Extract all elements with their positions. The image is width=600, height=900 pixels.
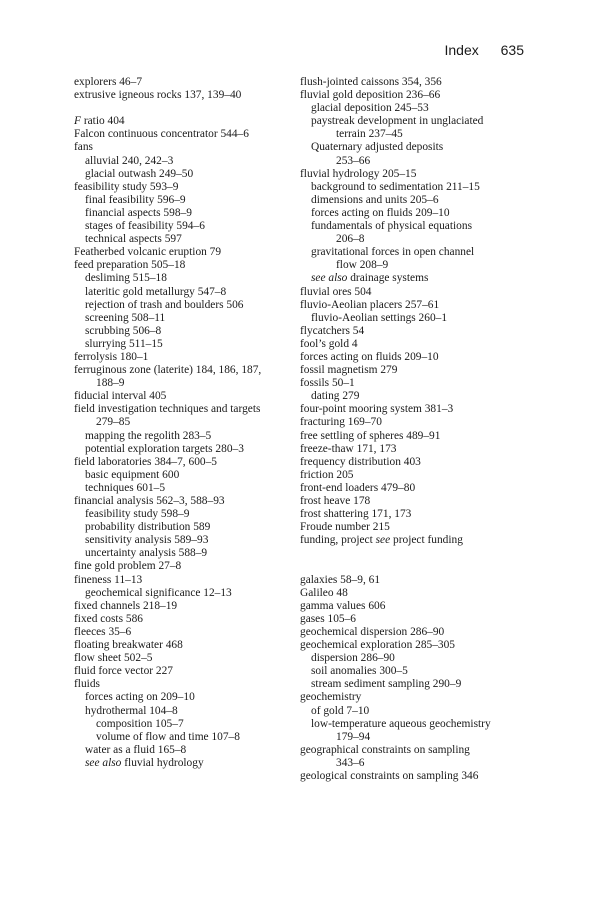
index-entry: freeze-thaw 171, 173	[300, 442, 397, 455]
index-subentry: Quaternary adjusted deposits	[311, 141, 444, 154]
index-subentry: 343–6	[336, 756, 365, 769]
index-entry: Galileo 48	[300, 586, 348, 599]
index-entry: fossil magnetism 279	[300, 364, 398, 377]
index-entry: ferruginous zone (laterite) 184, 186, 187,	[74, 364, 262, 377]
index-subentry: dating 279	[311, 390, 360, 403]
index-subentry: stream sediment sampling 290–9	[311, 678, 462, 691]
index-subentry: forces acting on 209–10	[85, 691, 195, 704]
index-entry: four-point mooring system 381–3	[300, 403, 454, 416]
index-entry: geochemistry	[300, 691, 362, 704]
entry-gap	[300, 560, 532, 573]
index-entry: field laboratories 384–7, 600–5	[74, 455, 217, 468]
index-subentry: background to sedimentation 211–15	[311, 180, 480, 193]
index-subentry: glacial outwash 249–50	[85, 167, 194, 180]
header-section-title: Index	[444, 42, 479, 58]
index-subentry: soil anomalies 300–5	[311, 665, 408, 678]
index-subentry: financial aspects 598–9	[85, 206, 192, 219]
running-header	[445, 42, 525, 58]
index-entry: front-end loaders 479–80	[300, 481, 416, 494]
index-entry: flow sheet 502–5	[74, 652, 153, 665]
index-entry: extrusive igneous rocks 137, 139–40	[74, 89, 242, 102]
index-subentry: terrain 237–45	[336, 128, 403, 141]
index-entry: feasibility study 593–9	[74, 180, 179, 193]
index-subentry: sensitivity analysis 589–93	[85, 534, 209, 547]
index-subentry: technical aspects 597	[85, 233, 182, 246]
index-subentry: paystreak development in unglaciated	[311, 115, 484, 128]
index-subentry: composition 105–7	[96, 717, 184, 730]
index-entry: Falcon continuous concentrator 544–6	[74, 128, 249, 141]
entry-gap	[74, 102, 304, 115]
index-subentry: dispersion 286–90	[311, 652, 395, 665]
index-subentry: screening 508–11	[85, 311, 166, 324]
index-subentry: final feasibility 596–9	[85, 193, 186, 206]
index-entry: geochemical dispersion 286–90	[300, 625, 445, 638]
index-subentry: rejection of trash and boulders 506	[85, 298, 244, 311]
index-entry: gamma values 606	[300, 599, 386, 612]
index-entry: galaxies 58–9, 61	[300, 573, 381, 586]
index-entry: Featherbed volcanic eruption 79	[74, 246, 222, 259]
index-subentry: of gold 7–10	[311, 704, 370, 717]
index-entry: financial analysis 562–3, 588–93	[74, 495, 225, 507]
index-entry: fluvio-Aeolian placers 257–61	[300, 298, 440, 311]
index-entry: fixed costs 586	[74, 612, 143, 625]
index-subentry: 253–66	[336, 154, 371, 167]
page-number: 635	[500, 42, 524, 58]
index-subentry: 188–9	[96, 377, 125, 390]
index-entry: explorers 46–7	[74, 76, 143, 88]
index-subentry: desliming 515–18	[85, 272, 167, 285]
index-entry: frequency distribution 403	[300, 455, 421, 468]
index-subentry: fundamentals of physical equations	[311, 220, 473, 233]
index-subentry: dimensions and units 205–6	[311, 193, 439, 206]
index-entry: fossils 50–1	[300, 377, 355, 390]
index-entry: fluvial gold deposition 236–66	[300, 89, 441, 102]
index-subentry: flow 208–9	[336, 259, 389, 272]
index-entry: fine gold problem 27–8	[74, 560, 182, 573]
index-entry: feed preparation 505–18	[74, 259, 186, 272]
index-entry: ferrolysis 180–1	[74, 350, 149, 363]
index-column-right	[300, 76, 532, 783]
index-entry: field investigation techniques and targets	[74, 403, 261, 416]
index-entry: funding, project see project funding	[300, 534, 463, 547]
index-subentry: hydrothermal 104–8	[85, 704, 178, 717]
index-subentry: probability distribution 589	[85, 521, 211, 534]
index-entry: fineness 11–13	[74, 573, 143, 586]
index-subentry: fluvio-Aeolian settings 260–1	[311, 311, 448, 324]
index-entry: frost heave 178	[300, 495, 371, 507]
index-subentry: 179–94	[336, 730, 371, 743]
index-subentry: low-temperature aqueous geochemistry	[311, 717, 491, 730]
index-entry: geological constraints on sampling 346	[300, 769, 479, 782]
index-subentry: alluvial 240, 242–3	[85, 154, 174, 167]
index-entry: frost shattering 171, 173	[300, 508, 412, 521]
index-subentry: stages of feasibility 594–6	[85, 220, 205, 233]
index-subentry: techniques 601–5	[85, 481, 166, 494]
index-subentry: potential exploration targets 280–3	[85, 442, 244, 455]
index-column-left	[74, 76, 304, 770]
index-subentry: mapping the regolith 283–5	[85, 429, 212, 442]
index-entry: fixed channels 218–19	[74, 599, 178, 612]
index-entry: geographical constraints on sampling	[300, 743, 470, 756]
index-subentry: lateritic gold metallurgy 547–8	[85, 285, 227, 298]
index-entry: fluvial hydrology 205–15	[300, 167, 417, 180]
index-entry: free settling of spheres 489–91	[300, 429, 441, 442]
index-subentry: gravitational forces in open channel	[311, 246, 475, 259]
index-entry: geochemical exploration 285–305	[300, 639, 455, 652]
index-entry: fleeces 35–6	[74, 625, 132, 638]
index-entry: fluid force vector 227	[74, 665, 173, 678]
index-entry: fracturing 169–70	[300, 416, 382, 429]
index-entry: forces acting on fluids 209–10	[300, 350, 439, 363]
index-subentry: feasibility study 598–9	[85, 508, 190, 521]
index-entry: fluvial ores 504	[300, 285, 372, 298]
index-entry: fool’s gold 4	[300, 337, 358, 350]
index-subentry: volume of flow and time 107–8	[96, 730, 240, 743]
index-entry: friction 205	[300, 468, 354, 481]
entry-gap	[300, 547, 532, 560]
index-subentry: forces acting on fluids 209–10	[311, 206, 450, 219]
index-entry: fiducial interval 405	[74, 390, 167, 403]
index-subentry: slurrying 511–15	[85, 337, 163, 350]
index-entry: flush-jointed caissons 354, 356	[300, 76, 442, 88]
index-subentry: basic equipment 600	[85, 468, 180, 481]
index-subentry: glacial deposition 245–53	[311, 102, 429, 115]
index-entry: fans	[74, 141, 93, 154]
index-entry: Froude number 215	[300, 521, 390, 534]
index-subentry: geochemical significance 12–13	[85, 586, 232, 599]
index-subentry: see also fluvial hydrology	[85, 756, 204, 769]
index-entry: gases 105–6	[300, 612, 356, 625]
index-entry: F ratio 404	[74, 115, 125, 128]
index-subentry: 279–85	[96, 416, 131, 429]
index-subentry: uncertainty analysis 588–9	[85, 547, 208, 560]
index-subentry: 206–8	[336, 233, 365, 246]
index-entry: fluids	[74, 678, 100, 691]
index-subentry: see also drainage systems	[311, 272, 429, 285]
index-subentry: water as a fluid 165–8	[85, 743, 187, 756]
index-subentry: scrubbing 506–8	[85, 324, 162, 337]
index-entry: floating breakwater 468	[74, 639, 183, 652]
index-entry: flycatchers 54	[300, 324, 365, 337]
